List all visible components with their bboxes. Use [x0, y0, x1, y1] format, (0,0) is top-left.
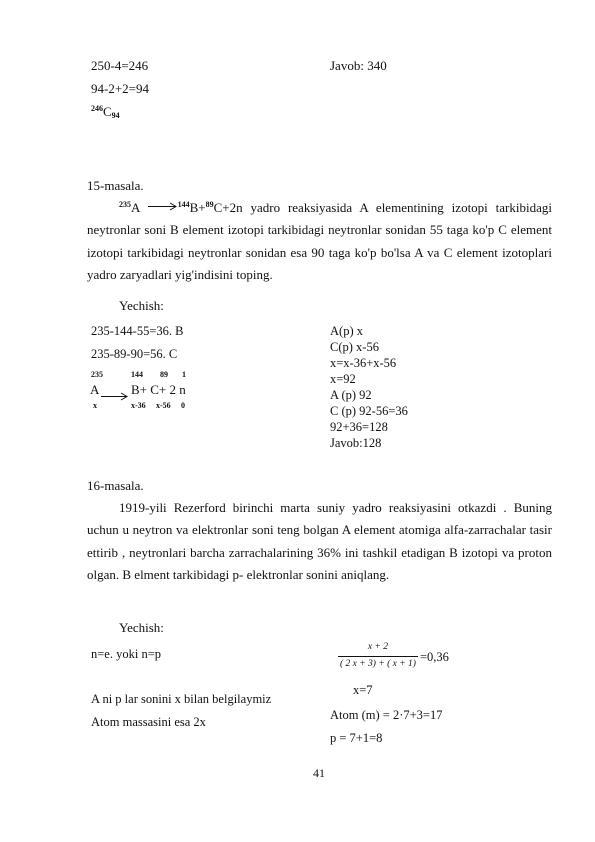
- solution-line: 92+36=128: [330, 420, 388, 434]
- fraction-equation: [338, 642, 488, 678]
- answer-15: Javob:128: [330, 436, 382, 450]
- solution-label-15: Yechish:: [119, 298, 164, 313]
- scheme-z-b: x-36: [131, 401, 146, 410]
- calc-line-2: 94-2+2=94: [91, 81, 149, 96]
- solution-line: A(p) x: [330, 324, 363, 338]
- fraction-denominator: ( 2 x + 3) + ( x + 1): [340, 659, 416, 669]
- mass-number: 246: [91, 104, 103, 113]
- scheme-arrow-icon: [101, 388, 129, 406]
- problem-15-text: $^{235}$A $^{144}$B+$^{89}$C+2n yadro reaksiyasida A elementining izotopi tarkibidagi neytronlar soni B element izotopi tarkibidagi neytronlar sonidan 55 taga ko'p C element izotopi tarkibidagi neytronlar sonidan esa 90 taga ko'p bo'lsa A va C element izotoplari yadro zaryadlari yig'indisini toping.: [87, 200, 552, 282]
- calc-line-1: 250-4=246: [91, 58, 149, 73]
- solution-line: A (p) 92: [330, 388, 372, 402]
- scheme-products: B+ C+ 2 n: [131, 382, 186, 397]
- problem-16-heading: 16-masala.: [87, 478, 144, 493]
- scheme-mass-b: 144: [131, 370, 143, 379]
- calc-b: 235-144-55=36. B: [91, 324, 184, 338]
- solution-line: x=x-36+x-56: [330, 356, 397, 370]
- isotope-notation: [91, 104, 120, 120]
- solution-label-16: Yechish:: [119, 620, 164, 635]
- result-x: x=7: [353, 683, 373, 697]
- scheme-z-n: 0: [181, 401, 185, 410]
- scheme-element-a: A: [90, 382, 100, 397]
- scheme-mass-a: 235: [91, 370, 103, 379]
- atom-mass-note: Atom massasini esa 2x: [91, 715, 206, 729]
- solution-line: x=92: [330, 372, 356, 386]
- element-symbol: C: [103, 104, 112, 119]
- solution-line: C (p) 92-56=36: [330, 404, 408, 418]
- scheme-z-a: x: [93, 401, 97, 410]
- solution-line: C(p) x-56: [330, 340, 379, 354]
- atomic-number: 94: [111, 111, 120, 120]
- result-protons: p = 7+1=8: [330, 731, 383, 745]
- scheme-mass-c: 89: [160, 370, 168, 379]
- scheme-mass-n: 1: [182, 370, 186, 379]
- calc-c: 235-89-90=56. C: [91, 347, 178, 361]
- problem-16-text: 1919-yili Rezerford birinchi marta suniy yadro reaksiyasini otkazdi . Buning uchun u neytron va elektronlar soni teng bolgan A element atomiga alfa-zarrachalar tasir ettirib , neytronlari barcha zarrachalarining 36% ini tashkil etadigan B izotopi va proton olgan. B elment tarkibidagi p- elektronlar sonini aniqlang.: [87, 500, 552, 582]
- answer-1: Javob: 340: [330, 58, 387, 73]
- reaction-arrow-icon: [148, 202, 178, 211]
- fraction-numerator: x + 2: [367, 642, 389, 652]
- page-number: 41: [313, 766, 325, 780]
- fraction-bar: [338, 656, 418, 657]
- result-atom-mass: Atom (m) = 2·7+3=17: [330, 708, 443, 722]
- problem-15-heading: 15-masala.: [87, 178, 144, 193]
- fraction-value: =0,36: [420, 650, 449, 664]
- scheme-z-c: x-56: [156, 401, 171, 410]
- assumption-x: A ni p lar sonini x bilan belgilaymiz: [91, 692, 272, 706]
- condition-n-eq-e: n=e. yoki n=p: [91, 647, 161, 661]
